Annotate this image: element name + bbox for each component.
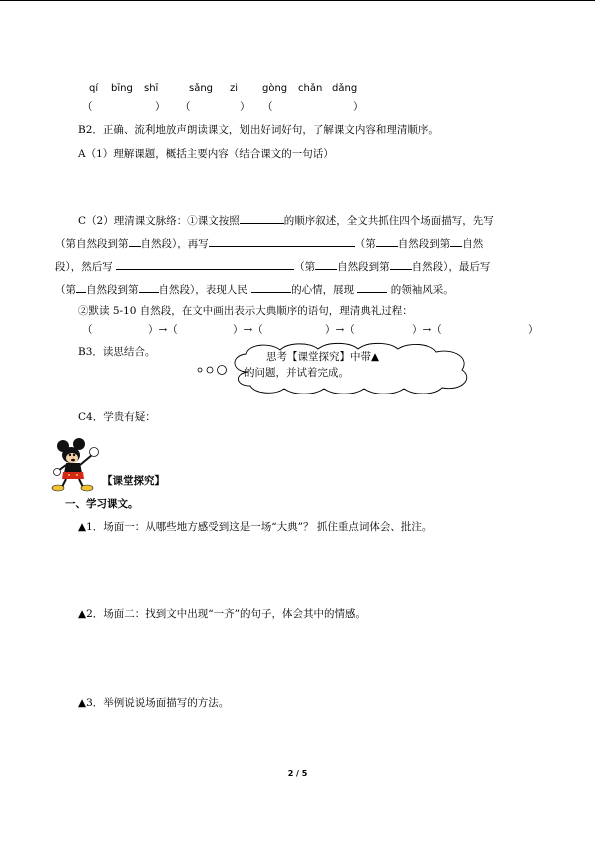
- pinyin-zi: zi: [230, 83, 239, 94]
- task-c2-2: ②默读 5-10 自然段，在文中画出表示大典顺序的语句，理清典礼过程：: [78, 305, 413, 317]
- blank-para-3a[interactable]: [315, 258, 337, 270]
- thought-bubbles-icon: [196, 364, 230, 376]
- task-c2-line1: C（2）理清课文脉络：①课文按照 的顺序叙述，全文共抓住四个场面描写，先写: [78, 212, 494, 228]
- mickey-mouse-icon: [50, 437, 106, 493]
- bracket-close-2: ）: [240, 101, 251, 113]
- blank-para-2b[interactable]: [450, 235, 462, 247]
- bracket-open-1: （: [82, 101, 93, 113]
- blank-scene-3[interactable]: [116, 258, 294, 270]
- task-c2-line2: （第自然段到第 自然段），再写 （第 自然段到第 自然: [55, 235, 483, 251]
- blank-para-4a[interactable]: [76, 281, 86, 293]
- question-1: ▲1．场面一：从哪些地方感受到这是一场“大典”？ 抓住重点词体会、批注。: [78, 521, 433, 533]
- thought-cloud: [228, 342, 474, 394]
- task-a1: A（1）理解课题，概括主要内容（结合课文的一句话）: [78, 148, 334, 160]
- pinyin-shi: shī: [144, 83, 159, 94]
- blank-para-4b[interactable]: [139, 281, 159, 293]
- pinyin-chan: chǎn: [298, 83, 323, 94]
- pinyin-sang: sǎng: [189, 83, 214, 94]
- blank-para-2a[interactable]: [376, 235, 398, 247]
- question-2: ▲2．场面二：找到文中出现“一齐”的句子，体会其中的情感。: [78, 608, 366, 620]
- seq-close: ）: [528, 324, 539, 336]
- blank-style[interactable]: [357, 281, 387, 293]
- pinyin-row: [0, 82, 595, 96]
- section-title: 【课堂探究】: [102, 475, 165, 487]
- task-b3: B3．读思结合。: [78, 346, 156, 358]
- cloud-line2: 的问题，并试着完成。: [244, 367, 349, 379]
- blank-para-3b[interactable]: [390, 258, 412, 270]
- seq-arrow-4: ）→（: [412, 324, 442, 336]
- pinyin-qi: qí: [89, 83, 99, 94]
- header-rule: [0, 0, 595, 1]
- bracket-close-3: ）: [353, 101, 364, 113]
- task-c2-line3: 段），然后写 （第 自然段到第 自然段），最后写: [55, 258, 490, 274]
- blank-scene-2[interactable]: [209, 235, 355, 247]
- question-3: ▲3．举例说说场面描写的方法。: [78, 697, 230, 709]
- pinyin-gong: gòng: [262, 83, 288, 94]
- bracket-open-3: （: [262, 101, 273, 113]
- cloud-line1: 思考【课堂探究】中带▲: [266, 351, 380, 363]
- page-number: 2 / 5: [287, 769, 308, 778]
- pinyin-bing: bīng: [111, 83, 133, 94]
- task-c4: C4．学贵有疑：: [78, 411, 156, 423]
- seq-arrow-1: ）→（: [148, 324, 178, 336]
- bracket-close-1: ）: [155, 101, 166, 113]
- bracket-open-2: （: [180, 101, 191, 113]
- seq-arrow-3: ）→（: [325, 324, 355, 336]
- blank-para-1b[interactable]: [129, 235, 141, 247]
- task-c2-line4: （第 自然段到第 自然段），表现人民 的心情，展现 的领袖风采。: [55, 281, 454, 297]
- blank-mood[interactable]: [251, 281, 291, 293]
- pinyin-dang: dǎng: [332, 83, 358, 94]
- seq-arrow-2: ）→（: [233, 324, 263, 336]
- part1-heading: 一、学习课文。: [65, 498, 139, 510]
- task-b2: B2．正确、流利地放声朗读课文，划出好词好句，了解课文内容和理清顺序。: [78, 124, 439, 136]
- seq-open: （: [82, 324, 93, 336]
- blank-order[interactable]: [240, 212, 284, 224]
